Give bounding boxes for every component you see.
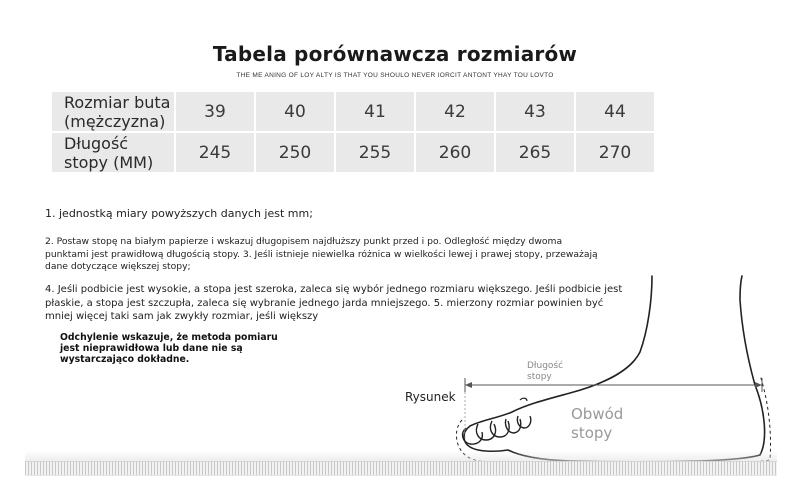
foot-circumference-label-line: Obwód: [571, 405, 624, 423]
note-measure-method: 2. Postaw stopę na białym papierze i wskazuj długopisem najdłuższy punkt przed i po. Odległość między dwoma punktami jest prawidłową długością stopy. 3. Jeśli istnieje niewielka różnica w wielkości lewej i prawej stopy, przeważają dane dotyczące większej stopy;: [45, 236, 598, 272]
foot-length-label: [527, 361, 563, 383]
toe-icon: [476, 424, 495, 440]
toe-nail-icon: [520, 398, 527, 401]
table-cell: 270: [575, 132, 655, 173]
note-unit: 1. jednostką miary powyższych danych jest mm;: [45, 207, 313, 220]
table-cell: 260: [415, 132, 495, 173]
row-header-line: (mężczyzna): [64, 111, 166, 131]
figure-label: Rysunek: [405, 390, 456, 404]
note-instep-advice: 4. Jeśli podbicie jest wysokie, a stopa jest szeroka, zaleca się wybór jednego rozmiaru większego. Jeśli podbicie jest płaskie, a stopa jest szczupła, zaleca się wybranie jednego jarda mniejszego. 5. mierzony rozmiar powinien być mniej więcej taki sam jak zwykły rozmiar, jeśli większy: [45, 284, 623, 322]
table-cell: 44: [575, 91, 655, 132]
arrow-left-icon: [465, 382, 472, 388]
table-cell: 42: [415, 91, 495, 132]
arrow-right-icon: [755, 382, 762, 388]
table-cell: 41: [335, 91, 415, 132]
page-subtitle: THE ME ANING OF LOY ALTY IS THAT YOU SHOULO NEVER IORCIT ANTONT YHAY TOU LOVTO: [236, 72, 554, 79]
foot-circumference-label: [571, 405, 623, 443]
table-cell: 43: [495, 91, 575, 132]
ruler-icon: [25, 461, 777, 476]
toe-icon: [490, 421, 509, 437]
table-cell: 39: [175, 91, 255, 132]
toe-icon: [517, 416, 530, 428]
warning-text: Odchylenie wskazuje, że metoda pomiaru jest nieprawidłowa lub dane nie są wystarczająco dokładne.: [60, 332, 300, 365]
foot-length-label-line: Długość: [527, 361, 564, 371]
table-cell: 40: [255, 91, 335, 132]
page-title: Tabela porównawcza rozmiarów: [212, 42, 578, 66]
ruler-shadow: [25, 451, 777, 461]
foot-circumference-label-line: stopy: [571, 424, 613, 442]
row-header-line: Rozmiar buta: [64, 92, 171, 112]
row-header-line: stopy (MM): [64, 152, 154, 172]
row-header-line: Długość: [64, 133, 129, 153]
table-cell: 250: [255, 132, 335, 173]
table-cell: 255: [335, 132, 415, 173]
table-cell: 265: [495, 132, 575, 173]
foot-length-label-line: stopy: [527, 372, 552, 382]
table-cell: 245: [175, 132, 255, 173]
